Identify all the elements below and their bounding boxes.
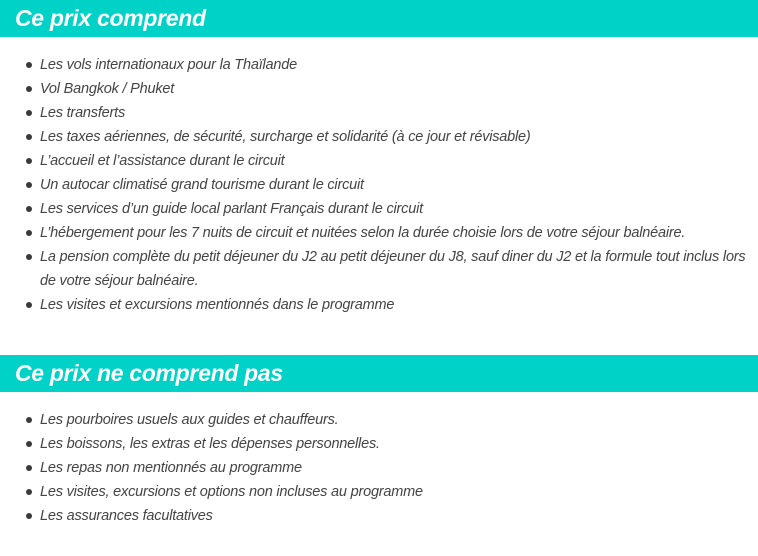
bullet-icon [26, 417, 32, 423]
list-item [0, 197, 758, 221]
list-item-text: Un autocar climatisé grand tourisme durant le circuit [40, 177, 364, 193]
price-includes-title: Ce prix comprend [15, 5, 206, 31]
list-item [0, 456, 758, 480]
price-excludes-section [0, 355, 758, 528]
bullet-icon [26, 110, 32, 116]
list-item [0, 293, 758, 317]
list-item-text: Les visites, excursions et options non incluses au programme [40, 484, 423, 500]
list-item-text: Les visites et excursions mentionnés dans le programme [40, 297, 395, 313]
list-item [0, 480, 758, 504]
list-item-text: L’hébergement pour les 7 nuits de circuit et nuitées selon la durée choisie lors de votre séjour balnéaire. [40, 225, 686, 241]
list-item-text: Les transferts [40, 105, 126, 121]
list-item-text: Les assurances facultatives [40, 508, 213, 524]
list-item-text: Les repas non mentionnés au programme [40, 460, 302, 476]
list-item [0, 77, 758, 101]
bullet-icon [26, 62, 32, 68]
list-item [0, 173, 758, 197]
list-item [0, 149, 758, 173]
list-item [0, 432, 758, 456]
bullet-icon [26, 230, 32, 236]
list-item [0, 245, 758, 293]
list-item-text: Les taxes aériennes, de sécurité, surcharge et solidarité (à ce jour et révisable) [40, 129, 531, 145]
price-excludes-header [0, 355, 758, 392]
list-item-text: Les pourboires usuels aux guides et chauffeurs. [40, 412, 339, 428]
list-item-text: Les boissons, les extras et les dépenses personnelles. [40, 436, 380, 452]
bullet-icon [26, 134, 32, 140]
list-item [0, 125, 758, 149]
list-item [0, 53, 758, 77]
bullet-icon [26, 465, 32, 471]
list-item [0, 221, 758, 245]
bullet-icon [26, 158, 32, 164]
bullet-icon [26, 441, 32, 447]
bullet-icon [26, 86, 32, 92]
bullet-icon [26, 182, 32, 188]
list-item [0, 101, 758, 125]
price-excludes-title: Ce prix ne comprend pas [15, 360, 283, 386]
list-item [0, 504, 758, 528]
list-item-text: Les services d’un guide local parlant Français durant le circuit [40, 201, 423, 217]
price-includes-header [0, 0, 758, 37]
bullet-icon [26, 254, 32, 260]
list-item-text: La pension complète du petit déjeuner du J2 au petit déjeuner du J8, sauf diner du J2 et la formule tout inclus lors de votre séjour balnéaire. [40, 249, 746, 289]
price-includes-list [0, 37, 758, 317]
price-excludes-list [0, 392, 758, 528]
list-item-text: L’accueil et l’assistance durant le circuit [40, 153, 285, 169]
list-item-text: Vol Bangkok / Phuket [40, 81, 175, 97]
bullet-icon [26, 302, 32, 308]
list-item [0, 408, 758, 432]
bullet-icon [26, 513, 32, 519]
bullet-icon [26, 206, 32, 212]
list-item-text: Les vols internationaux pour la Thaïlande [40, 57, 297, 73]
bullet-icon [26, 489, 32, 495]
